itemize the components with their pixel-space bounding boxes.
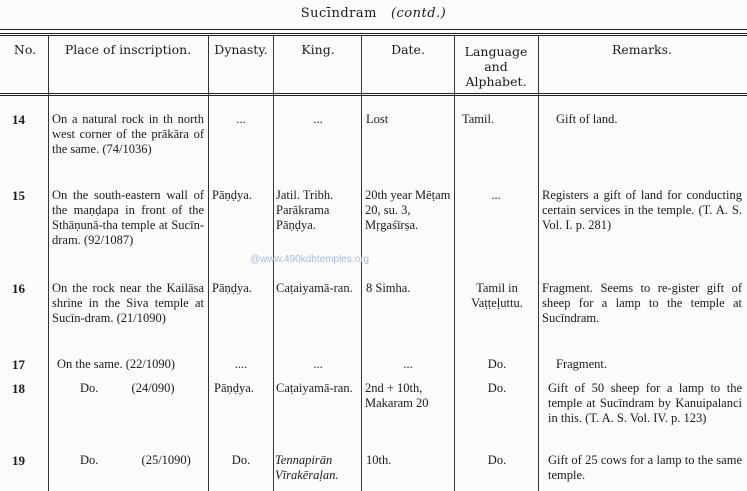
remarks-cell: Gift of land. (556, 112, 618, 126)
language-cell: Do. (487, 381, 507, 395)
place-cell: On the rock near the Kailāsa shrine in the Siva temple at Sucīn-dram. (21/1090) (52, 281, 204, 325)
column-divider (48, 35, 49, 491)
remarks-cell: Fragment. (556, 357, 608, 371)
language-cell: Tamil in Vaṭṭeḷuttu. (471, 281, 523, 310)
watermark: @www.490kdbtemples.org (250, 254, 370, 265)
language-cell: Tamil. (462, 112, 495, 126)
header-language: Language and Alphabet. (464, 44, 528, 89)
place-cell: Do. (24/090) (80, 381, 175, 395)
language-cell: ... (491, 188, 501, 202)
date-cell: 8 Simha. (366, 281, 411, 295)
remarks-cell: Fragment. Seems to re-gister gift of sheep for a lamp to the temple at Sucīndram. (542, 281, 742, 325)
language-cell: Do. (487, 453, 507, 467)
king-cell: Caṭaiyamā-ran. (276, 281, 353, 295)
dynasty-cell: Do. (231, 453, 251, 467)
place-cell: On the south-eastern wall of the maṇḍapa in front of the Sthāṇunā-tha temple at Sucīn-dram. (92/1087) (52, 188, 204, 247)
language-cell: Do. (487, 357, 507, 371)
contd-label: (contd.) (390, 6, 447, 21)
row-number: 15 (12, 188, 25, 203)
header-no: No. (13, 42, 37, 57)
king-cell: Jatil. Tribh. Parākrama Pāṇḍya. (276, 188, 334, 232)
header-top-rule (0, 33, 747, 36)
header-date: Date. (391, 42, 425, 57)
king-cell: Tennapirān Vīrakēraḷan. (275, 453, 339, 482)
page-title-text: Sucīndram (300, 6, 377, 21)
row-number: 17 (12, 357, 25, 372)
row-number: 16 (12, 281, 25, 296)
date-cell: 10th. (366, 453, 392, 467)
place-cell: Do. (25/1090) (80, 453, 191, 467)
date-cell: Lost (366, 112, 389, 126)
king-cell: ... (313, 357, 323, 371)
dynasty-cell: Pāṇḍya. (212, 188, 252, 202)
remarks-cell: Gift of 50 sheep for a lamp to the temple at Sucīndram by Kanuipalanci in this. (T. A. S. Vol. IV. p. 123) (548, 381, 742, 425)
dynasty-cell: ... (236, 112, 246, 126)
column-divider (454, 35, 455, 491)
header-dynasty: Dynasty. (214, 42, 268, 57)
header-remarks: Remarks. (611, 42, 673, 57)
top-rule (0, 29, 747, 30)
dynasty-cell: Pāṇḍya. (212, 281, 252, 295)
row-number: 14 (12, 112, 25, 127)
column-divider (538, 35, 539, 491)
remarks-cell: Gift of 25 cows for a lamp to the same temple. (548, 453, 742, 482)
row-number: 19 (12, 453, 25, 468)
date-cell: ... (403, 357, 413, 371)
place-cell: On a natural rock in th north west corner of the prākāra of the same. (74/1036) (52, 112, 204, 156)
column-divider (208, 35, 209, 491)
row-number: 18 (12, 381, 25, 396)
page-title (0, 6, 747, 21)
king-cell: Caṭaiyamā-ran. (276, 381, 353, 395)
header-place: Place of inscription. (64, 42, 192, 57)
dynasty-cell: .... (234, 357, 248, 371)
header-bottom-rule (0, 93, 747, 96)
dynasty-cell: Pāṇḍya. (214, 381, 254, 395)
date-cell: 20th year Mēṭam 20, su. 3, Mṛgaśīrṣa. (365, 188, 451, 232)
header-king: King. (301, 42, 335, 57)
place-cell: On the same. (22/1090) (57, 357, 176, 371)
king-cell: ... (313, 112, 323, 126)
remarks-cell: Registers a gift of land for conducting certain services in the temple. (T. A. S. Vol. I. p. 281) (542, 188, 742, 232)
date-cell: 2nd + 10th, Makaram 20 (365, 381, 429, 410)
